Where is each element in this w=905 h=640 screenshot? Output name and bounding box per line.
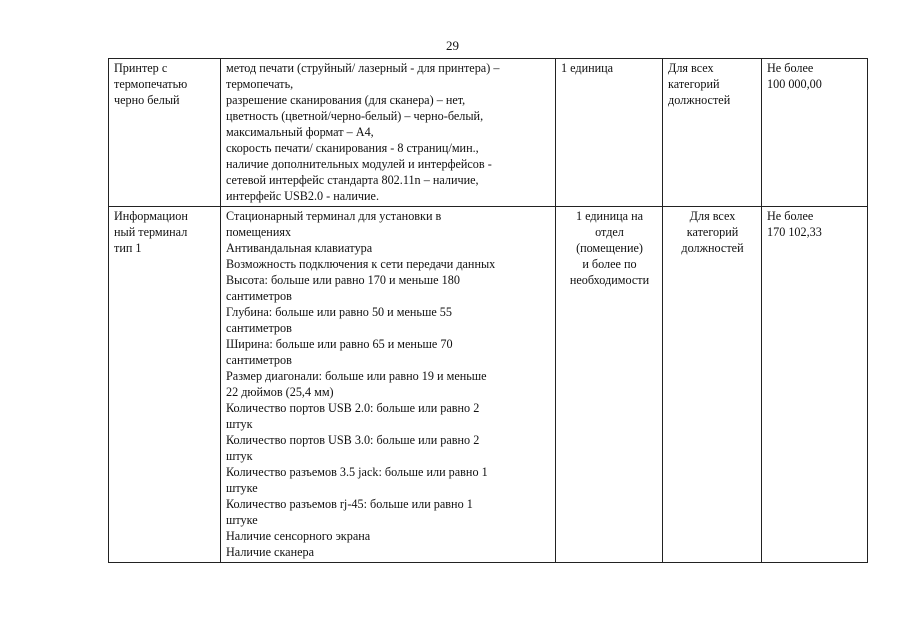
item-category-cell [663, 59, 762, 207]
cell-text-line: Не более [767, 209, 814, 223]
cell-text-line: необходимости [569, 273, 650, 287]
cell-text-line: штуке [226, 513, 258, 527]
cell-text-line: тип 1 [114, 241, 142, 255]
cell-text-line: максимальный формат – А4, [226, 125, 374, 139]
cell-text-line: и более по [582, 257, 637, 271]
cell-text-line: 1 единица на [575, 209, 644, 223]
item-quantity-cell [556, 207, 663, 563]
cell-text-line: Высота: больше или равно 170 и меньше 180 [226, 273, 460, 287]
cell-text-line: ный терминал [114, 225, 188, 239]
item-category-cell [663, 207, 762, 563]
item-name-cell [109, 59, 221, 207]
cell-text-line: 100 000,00 [767, 77, 822, 91]
cell-text-line: Не более [767, 61, 814, 75]
item-price-cell [762, 207, 868, 563]
cell-text-line: Наличие сканера [226, 545, 315, 559]
cell-text-line: 22 дюймов (25,4 мм) [226, 385, 334, 399]
cell-text-line: термопечать, [226, 77, 294, 91]
cell-text-line: 1 единица [561, 61, 614, 75]
cell-text-line: черно белый [114, 93, 180, 107]
page-number: 29 [446, 38, 459, 53]
cell-text-line: Количество разъемов 3.5 jack: больше или равно 1 [226, 465, 488, 479]
cell-text-line: (помещение) [576, 241, 643, 255]
cell-text-line: Глубина: больше или равно 50 и меньше 55 [226, 305, 452, 319]
cell-text-line: Принтер с [114, 61, 168, 75]
cell-text-line: сантиметров [226, 353, 292, 367]
cell-text-line: интерфейс USB2.0 - наличие. [226, 189, 380, 203]
cell-text-line: 170 102,33 [767, 225, 822, 239]
cell-text-line: Ширина: больше или равно 65 и меньше 70 [226, 337, 453, 351]
cell-text-line: Информацион [114, 209, 188, 223]
cell-text-line: должностей [668, 93, 731, 107]
cell-text-line: Размер диагонали: больше или равно 19 и меньше [226, 369, 487, 383]
cell-text-line: разрешение сканирования (для сканера) – нет, [226, 93, 466, 107]
cell-text-line: Количество портов USB 3.0: больше или равно 2 [226, 433, 480, 447]
item-spec-cell [221, 59, 556, 207]
cell-text-line: штуке [226, 481, 258, 495]
cell-text-line: сетевой интерфейс стандарта 802.11n – наличие, [226, 173, 479, 187]
cell-text-line: должностей [681, 241, 744, 255]
item-price-cell [762, 59, 868, 207]
table-row-printer [109, 59, 868, 207]
cell-text-line: отдел [595, 225, 624, 239]
table-row-info-terminal [109, 207, 868, 563]
cell-text-line: категорий [686, 225, 739, 239]
cell-text-line: скорость печати/ сканирования - 8 страниц/мин., [226, 141, 479, 155]
cell-text-line: Для всех [689, 209, 736, 223]
cell-text-line: наличие дополнительных модулей и интерфейсов - [226, 157, 492, 171]
cell-text-line: Антивандальная клавиатура [226, 241, 373, 255]
cell-text-line: Возможность подключения к сети передачи данных [226, 257, 496, 271]
item-spec-cell [221, 207, 556, 563]
cell-text-line: Для всех [668, 61, 714, 75]
cell-text-line: категорий [668, 77, 720, 91]
cell-text-line: помещениях [226, 225, 292, 239]
cell-text-line: Стационарный терминал для установки в [226, 209, 442, 223]
cell-text-line: штук [226, 417, 253, 431]
cell-text-line: Наличие сенсорного экрана [226, 529, 371, 543]
specification-table [108, 58, 868, 563]
cell-text-line: Количество разъемов rj-45: больше или равно 1 [226, 497, 473, 511]
cell-text-line: Количество портов USB 2.0: больше или равно 2 [226, 401, 480, 415]
cell-text-line: метод печати (струйный/ лазерный - для принтера) – [226, 61, 500, 75]
cell-text-line: штук [226, 449, 253, 463]
item-name-cell [109, 207, 221, 563]
item-quantity-cell [556, 59, 663, 207]
cell-text-line: термопечатью [114, 77, 188, 91]
cell-text-line: сантиметров [226, 321, 292, 335]
cell-text-line: цветность (цветной/черно-белый) – черно-белый, [226, 109, 484, 123]
cell-text-line: сантиметров [226, 289, 292, 303]
